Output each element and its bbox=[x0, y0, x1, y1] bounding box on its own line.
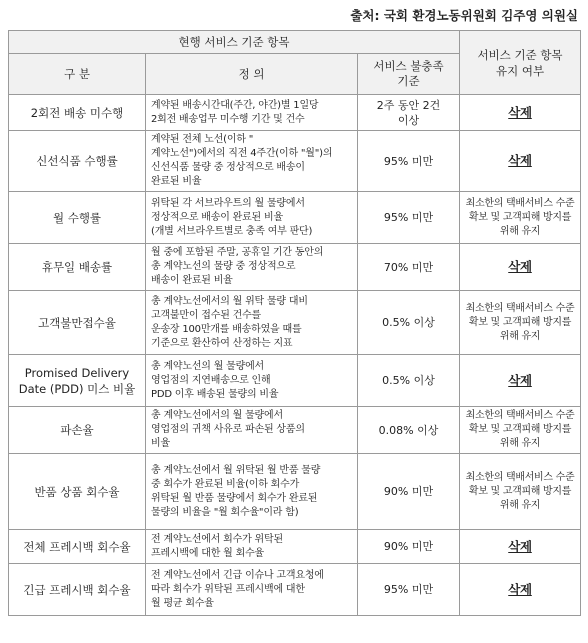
cell-standard bbox=[358, 407, 460, 454]
table-row bbox=[9, 95, 581, 131]
action-line: 확보 및 고객피해 방지를 bbox=[468, 424, 572, 435]
cell-action-keep bbox=[460, 192, 581, 244]
standard-line: 2주 동안 2건 bbox=[376, 98, 441, 112]
cell-category bbox=[9, 530, 146, 564]
header-standard bbox=[358, 54, 460, 95]
cell-category bbox=[9, 564, 146, 616]
definition-line: 물량의 비율을 "월 회수율"이라 함) bbox=[151, 506, 299, 518]
cell-standard bbox=[358, 291, 460, 355]
cell-definition bbox=[146, 131, 358, 192]
table-row bbox=[9, 355, 581, 407]
definition-line: 정상적으로 배송이 완료된 비율 bbox=[151, 211, 283, 223]
cell-category bbox=[9, 291, 146, 355]
action-line: 삭제 bbox=[508, 372, 532, 388]
cell-action-delete bbox=[460, 244, 581, 291]
cell-action-delete bbox=[460, 355, 581, 407]
cell-definition bbox=[146, 407, 358, 454]
standard-line: 0.5% 이상 bbox=[382, 316, 435, 329]
standard-line: 90% 미만 bbox=[383, 540, 434, 553]
definition-line: 총 계약노선의 월 물량에서 bbox=[151, 360, 264, 372]
category-line: 반품 상품 회수율 bbox=[34, 484, 120, 499]
cell-definition bbox=[146, 355, 358, 407]
cell-standard bbox=[358, 192, 460, 244]
definition-line: 따라 회수가 위탁된 프레시백에 대한 bbox=[151, 583, 305, 595]
cell-standard bbox=[358, 131, 460, 192]
header-action-line: 서비스 기준 항목 bbox=[477, 47, 563, 62]
cell-standard bbox=[358, 564, 460, 616]
action-line: 위해 유지 bbox=[499, 330, 541, 342]
definition-line: 비율 bbox=[151, 438, 170, 449]
definition-line: 전 계약노선에서 회수가 위탁된 bbox=[151, 533, 283, 545]
cell-action-keep bbox=[460, 407, 581, 454]
cell-definition bbox=[146, 564, 358, 616]
definition-line: PDD 이후 배송된 물량의 비율 bbox=[151, 388, 279, 400]
table-row bbox=[9, 291, 581, 355]
definition-line: 2회전 배송업무 미수행 기간 및 건수 bbox=[151, 113, 305, 125]
category-line: Date (PDD) 미스 비율 bbox=[18, 381, 136, 396]
category-line: 파손율 bbox=[60, 423, 94, 437]
cell-standard bbox=[358, 454, 460, 530]
cell-standard bbox=[358, 530, 460, 564]
cell-action-delete bbox=[460, 530, 581, 564]
action-line: 확보 및 고객피해 방지를 bbox=[468, 485, 572, 497]
cell-action-keep bbox=[460, 454, 581, 530]
cell-action-delete bbox=[460, 95, 581, 131]
definition-line: 계약된 전체 노선(이하 " bbox=[151, 134, 254, 145]
definition-line: 영업점의 지연배송으로 인해 bbox=[151, 374, 271, 386]
action-line: 위해 유지 bbox=[499, 438, 541, 449]
category-line: 휴무일 배송률 bbox=[41, 260, 113, 274]
category-line: Promised Delivery bbox=[24, 365, 130, 380]
definition-line: 월 평균 회수율 bbox=[151, 597, 214, 609]
definition-line: 운송장 100만개를 배송하였을 때를 bbox=[151, 323, 302, 335]
definition-line: 월 중에 포함된 주말, 공휴일 기간 동안의 bbox=[151, 247, 324, 258]
action-line: 최소한의 택배서비스 수준 bbox=[465, 410, 575, 421]
action-line: 삭제 bbox=[508, 153, 532, 168]
header-standard-line: 서비스 불충족 bbox=[373, 59, 444, 73]
action-line: 확보 및 고객피해 방지를 bbox=[468, 316, 572, 328]
cell-standard bbox=[358, 95, 460, 131]
header-group-label: 현행 서비스 기준 항목 bbox=[9, 31, 460, 54]
standard-line: 95% 미만 bbox=[383, 583, 434, 596]
header-action bbox=[460, 31, 581, 95]
definition-line: 총 계약노선에서의 월 위탁 물량 대비 bbox=[151, 295, 308, 307]
definition-line: 전 계약노선에서 긴급 이슈나 고객요청에 bbox=[151, 569, 324, 581]
action-line: 확보 및 고객피해 방지를 bbox=[468, 211, 572, 223]
header-definition: 정 의 bbox=[146, 54, 358, 95]
definition-line: 영업점의 귀책 사유로 파손된 상품의 bbox=[151, 424, 305, 435]
cell-category bbox=[9, 407, 146, 454]
header-standard-line: 기준 bbox=[397, 74, 420, 88]
standard-line: 95% 미만 bbox=[383, 211, 434, 224]
category-line: 월 수행률 bbox=[52, 210, 102, 225]
cell-category bbox=[9, 244, 146, 291]
definition-line: 신선식품 물량 중 정상적으로 배송이 bbox=[151, 162, 305, 173]
category-line: 2회전 배송 미수행 bbox=[30, 105, 124, 120]
cell-action-delete bbox=[460, 131, 581, 192]
standard-line: 0.08% 이상 bbox=[378, 423, 439, 437]
standard-line: 0.5% 이상 bbox=[382, 374, 435, 387]
definition-line: (개별 서브라우트별로 충족 여부 판단) bbox=[151, 225, 313, 237]
cell-definition bbox=[146, 95, 358, 131]
action-line: 위해 유지 bbox=[499, 499, 541, 511]
cell-standard bbox=[358, 244, 460, 291]
definition-line: 배송이 완료된 비율 bbox=[151, 275, 233, 286]
definition-line: 완료된 비율 bbox=[151, 176, 202, 187]
standard-line: 95% 미만 bbox=[383, 154, 434, 168]
table-row bbox=[9, 530, 581, 564]
table-row bbox=[9, 407, 581, 454]
standard-line: 70% 미만 bbox=[383, 260, 434, 274]
definition-line: 중 회수가 완료된 비율(이하 회수가 bbox=[151, 478, 300, 490]
definition-line: 총 계약노선에서 월 위탁된 월 반품 물량 bbox=[151, 464, 321, 476]
category-line: 신선식품 수행률 bbox=[36, 154, 118, 168]
definition-line: 고객불만이 접수된 건수를 bbox=[151, 309, 262, 321]
action-line: 삭제 bbox=[508, 581, 532, 597]
category-line: 고객불만접수율 bbox=[38, 315, 116, 330]
cell-category bbox=[9, 95, 146, 131]
action-line: 삭제 bbox=[508, 538, 532, 554]
action-line: 최소한의 택배서비스 수준 bbox=[465, 302, 575, 314]
cell-action-keep bbox=[460, 291, 581, 355]
cell-definition bbox=[146, 454, 358, 530]
source-caption: 출처: 국회 환경노동위원회 김주영 의원실 bbox=[350, 8, 578, 23]
table-row bbox=[9, 244, 581, 291]
definition-line: 총 계약노선에서의 월 물량에서 bbox=[151, 410, 283, 421]
action-line: 삭제 bbox=[508, 104, 532, 120]
cell-standard bbox=[358, 355, 460, 407]
cell-category bbox=[9, 192, 146, 244]
definition-line: 기준으로 환산하여 산정하는 지표 bbox=[151, 337, 293, 349]
category-line: 전체 프레시백 회수율 bbox=[23, 539, 131, 554]
table-row bbox=[9, 454, 581, 530]
table-row bbox=[9, 131, 581, 192]
definition-line: 계약된 배송시간대(주간, 야간)별 1일당 bbox=[151, 99, 319, 111]
cell-category bbox=[9, 131, 146, 192]
table-row bbox=[9, 564, 581, 616]
standard-line: 이상 bbox=[397, 113, 420, 127]
definition-line: 프레시백에 대한 월 회수율 bbox=[151, 547, 264, 559]
cell-definition bbox=[146, 192, 358, 244]
definition-line: 위탁된 월 반품 물량에서 회수가 완료된 bbox=[151, 492, 318, 504]
definition-line: 총 계약노선의 물량 중 정상적으로 bbox=[151, 261, 296, 272]
cell-definition bbox=[146, 530, 358, 564]
cell-category bbox=[9, 454, 146, 530]
category-line: 긴급 프레시백 회수율 bbox=[23, 582, 131, 597]
service-standard-table bbox=[8, 30, 581, 616]
action-line: 삭제 bbox=[508, 259, 532, 274]
table-row bbox=[9, 192, 581, 244]
definition-line: 위탁된 각 서브라우트의 월 물량에서 bbox=[151, 197, 305, 209]
action-line: 최소한의 택배서비스 수준 bbox=[465, 471, 575, 483]
standard-line: 90% 미만 bbox=[383, 485, 434, 498]
action-line: 위해 유지 bbox=[499, 225, 541, 237]
cell-action-delete bbox=[460, 564, 581, 616]
cell-definition bbox=[146, 291, 358, 355]
header-action-line: 유지 여부 bbox=[495, 63, 545, 78]
cell-definition bbox=[146, 244, 358, 291]
cell-category bbox=[9, 355, 146, 407]
header-category: 구 분 bbox=[9, 54, 146, 95]
table-body bbox=[9, 95, 581, 616]
action-line: 최소한의 택배서비스 수준 bbox=[465, 197, 575, 209]
definition-line: 계약노선")에서의 직전 4주간(이하 "월")의 bbox=[151, 148, 333, 159]
